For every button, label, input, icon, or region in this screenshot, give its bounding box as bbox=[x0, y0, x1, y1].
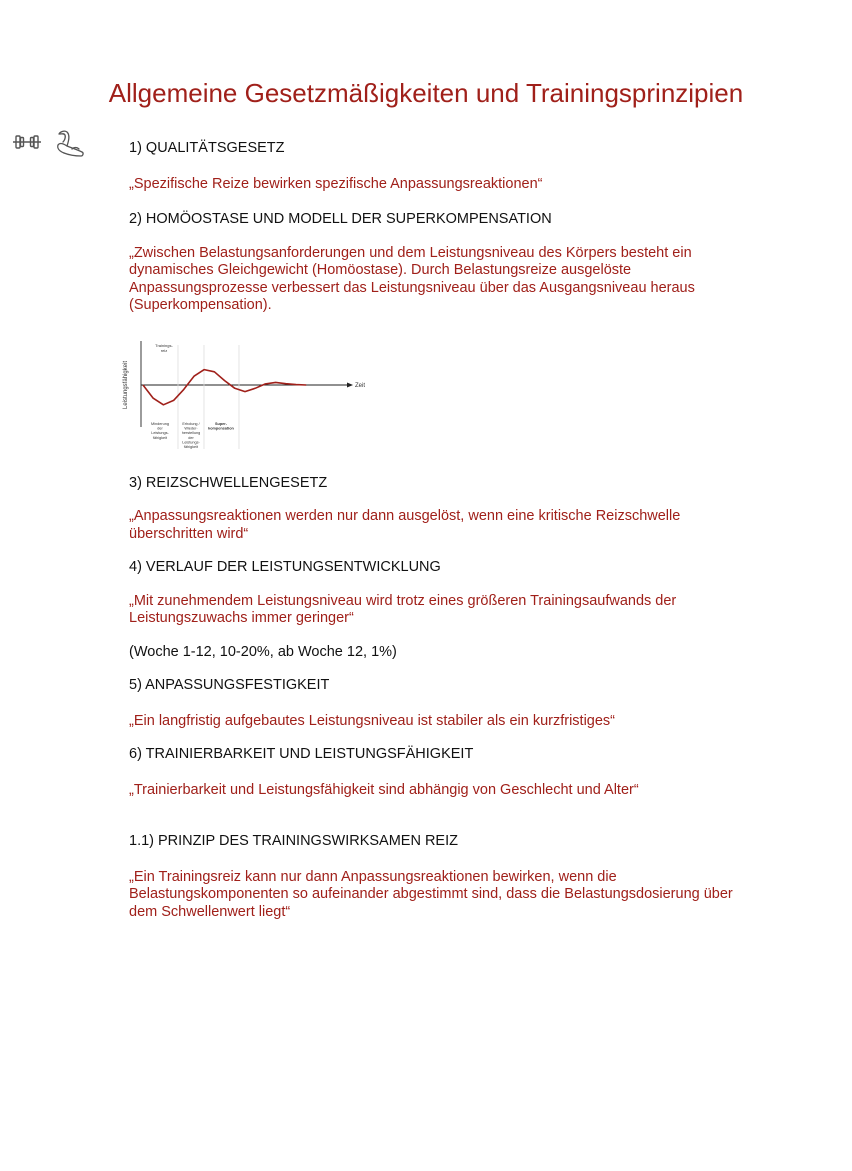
chart-phase-label bbox=[182, 422, 201, 449]
chart-phase-label bbox=[151, 422, 169, 440]
chart-phase-text: Leistungs- bbox=[182, 439, 200, 444]
chart-phase-text: Minderung bbox=[151, 421, 169, 426]
chart-ylabel: Leistungsfähigkeit bbox=[123, 360, 129, 409]
section-quote: „Trainierbarkeit und Leistungsfähigkeit sind abhängig von Geschlecht und Alter“ bbox=[129, 781, 639, 798]
chart-xlabel: Zeit bbox=[355, 382, 366, 389]
chart-phase-text: herstellung bbox=[181, 430, 201, 435]
chart-stimulus-text: reiz bbox=[160, 347, 168, 353]
section-quote: „Anpassungsreaktionen werden nur dann ausgelöst, wenn eine kritische Reizschwelle überschritten wird“ bbox=[129, 508, 681, 542]
section-heading: 1) QUALITÄTSGESETZ bbox=[129, 140, 285, 156]
section-quote: „Zwischen Belastungsanforderungen und dem Leistungsniveau des Körpers besteht ein dynamisches Gleichgewicht (Homöostase). Durch Belastungsreize ausgelöste Anpassungsprozesse verbessert das Leistungsniveau über das Ausgangsniveau heraus (Superkompensation). bbox=[129, 244, 695, 313]
dumbbell-icon bbox=[13, 136, 41, 148]
chart-x-arrow bbox=[347, 382, 353, 387]
chart-phase-text: Leistungs- bbox=[151, 430, 169, 435]
chart-phase-text: Super- bbox=[214, 421, 228, 426]
header-icons bbox=[12, 128, 102, 160]
superkompensation-chart bbox=[123, 337, 379, 457]
header-icon-group bbox=[12, 128, 102, 160]
chart-phase-text: der bbox=[188, 435, 194, 440]
chart-phase-label bbox=[208, 422, 234, 431]
chart-phase-text: fähigkeit bbox=[183, 444, 199, 449]
chart-phase-text: fähigkeit bbox=[152, 435, 168, 440]
section-note: (Woche 1-12, 10-20%, ab Woche 12, 1%) bbox=[129, 643, 397, 660]
flexed-arm-icon bbox=[58, 131, 83, 156]
principle-heading: 1.1) PRINZIP DES TRAININGSWIRKSAMEN REIZ bbox=[129, 833, 458, 849]
chart-phase-text: Wieder- bbox=[184, 426, 198, 431]
section-heading: 3) REIZSCHWELLENGESETZ bbox=[129, 474, 328, 491]
chart-svg bbox=[123, 337, 379, 457]
section-quote: „Mit zunehmendem Leistungsniveau wird trotz eines größeren Trainingsaufwands der Leistungszuwachs immer geringer“ bbox=[129, 592, 677, 626]
chart-phase-text: der bbox=[157, 426, 163, 431]
content bbox=[123, 140, 749, 921]
section-quote: „Ein langfristig aufgebautes Leistungsniveau ist stabiler als ein kurzfristiges“ bbox=[129, 712, 615, 729]
section-heading: 6) TRAINIERBARKEIT UND LEISTUNGSFÄHIGKEIT bbox=[129, 746, 474, 762]
section-heading: 4) VERLAUF DER LEISTUNGSENTWICKLUNG bbox=[129, 559, 441, 575]
section-heading: 5) ANPASSUNGSFESTIGKEIT bbox=[129, 677, 330, 693]
chart-phase-text: kompensation bbox=[208, 426, 234, 431]
section-quote: „Spezifische Reize bewirken spezifische Anpassungsreaktionen“ bbox=[129, 175, 543, 192]
chart-stimulus-text: Trainings- bbox=[155, 342, 173, 348]
chart-stimulus-label bbox=[155, 343, 173, 353]
principle-quote: „Ein Trainingsreiz kann nur dann Anpassungsreaktionen bewirken, wenn die Belastungskomponenten so aufeinander abgestimmt sind, dass die Belastungsdosierung über dem Schwellenwert liegt“ bbox=[129, 868, 733, 920]
chart-series-line bbox=[143, 369, 306, 404]
chart-phase-text: Erholung / bbox=[182, 421, 200, 426]
section-heading: 2) HOMÖOSTASE UND MODELL DER SUPERKOMPENSATION bbox=[129, 211, 552, 227]
page-title: Allgemeine Gesetzmäßigkeiten und Trainingsprinzipien bbox=[108, 78, 744, 108]
